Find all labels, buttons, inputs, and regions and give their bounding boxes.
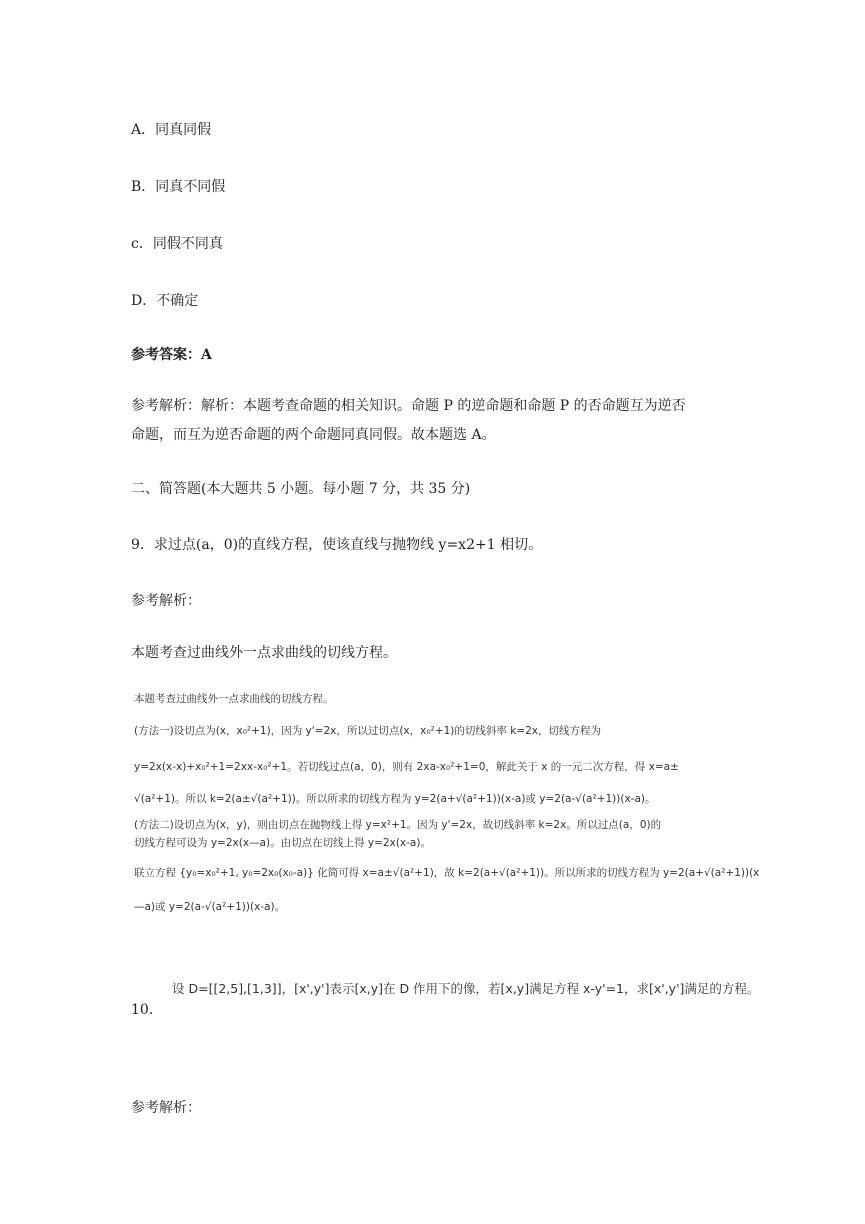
q10-ref-label: 参考解析： bbox=[131, 1100, 201, 1116]
analysis-line2: 命题，而互为逆否命题的两个命题同真同假。故本题选 A。 bbox=[131, 427, 496, 443]
q9-question: 9．求过点(a，0)的直线方程，使该直线与抛物线 y=x2+1 相切。 bbox=[131, 537, 543, 553]
solution-line: √(a²+1)。所以 k=2(a±√(a²+1))。所以所求的切线方程为 y=2(a+√(a²+1))(x-a)或 y=2(a-√(a²+1))(x-a)。 bbox=[134, 793, 656, 805]
section-title: 二、简答题(本大题共 5 小题。每小题 7 分，共 35 分) bbox=[131, 481, 471, 497]
solution-line: (方法二)设切点为(x，y)，则由切点在抛物线上得 y=x²+1。因为 y'=2x，故切线斜率 k=2x。所以过点(a，0)的 bbox=[134, 819, 662, 831]
solution-line: 联立方程 {y₀=x₀²+1, y₀=2x₀(x₀-a)} 化简可得 x=a±√(a²+1)，故 k=2(a+√(a²+1))。所以所求的切线方程为 y=2(a+√(a²+1))(x bbox=[134, 867, 760, 879]
solution-line: 切线方程可设为 y=2x(x—a)。由切点在切线上得 y=2x(x-a)。 bbox=[134, 837, 431, 849]
q9-ref-label: 参考解析： bbox=[131, 593, 201, 609]
solution-line: 本题考查过曲线外一点求曲线的切线方程。 bbox=[134, 693, 334, 705]
solution-line: —a)或 y=2(a-√(a²+1))(x-a)。 bbox=[134, 901, 286, 913]
q9-solution-image bbox=[128, 688, 760, 928]
analysis-line1: 参考解析：解析：本题考查命题的相关知识。命题 P 的逆命题和命题 P 的否命题互为逆否 bbox=[131, 398, 686, 414]
answer: 参考答案：A bbox=[131, 347, 212, 363]
q9-intro: 本题考查过曲线外一点求曲线的切线方程。 bbox=[131, 645, 397, 661]
q10-text: 设 D=[[2,5],[1,3]]，[x',y']表示[x,y]在 D 作用下的像，若[x,y]满足方程 x-y'=1，求[x',y']满足的方程。 bbox=[172, 981, 760, 996]
option-c: c．同假不同真 bbox=[131, 236, 223, 252]
solution-line: y=2x(x-x)+x₀²+1=2xx-x₀²+1。若切线过点(a，0)，则有 2xa-x₀²+1=0，解此关于 x 的一元二次方程，得 x=a± bbox=[134, 761, 679, 773]
option-b: B．同真不同假 bbox=[131, 179, 226, 195]
option-a: A．同真同假 bbox=[131, 122, 212, 138]
option-d: D．不确定 bbox=[131, 293, 199, 309]
q10-number: 10． bbox=[131, 1002, 163, 1018]
solution-line: (方法一)设切点为(x，x₀²+1)，因为 y'=2x，所以过切点(x，x₀²+1)的切线斜率 k=2x，切线方程为 bbox=[134, 725, 601, 737]
